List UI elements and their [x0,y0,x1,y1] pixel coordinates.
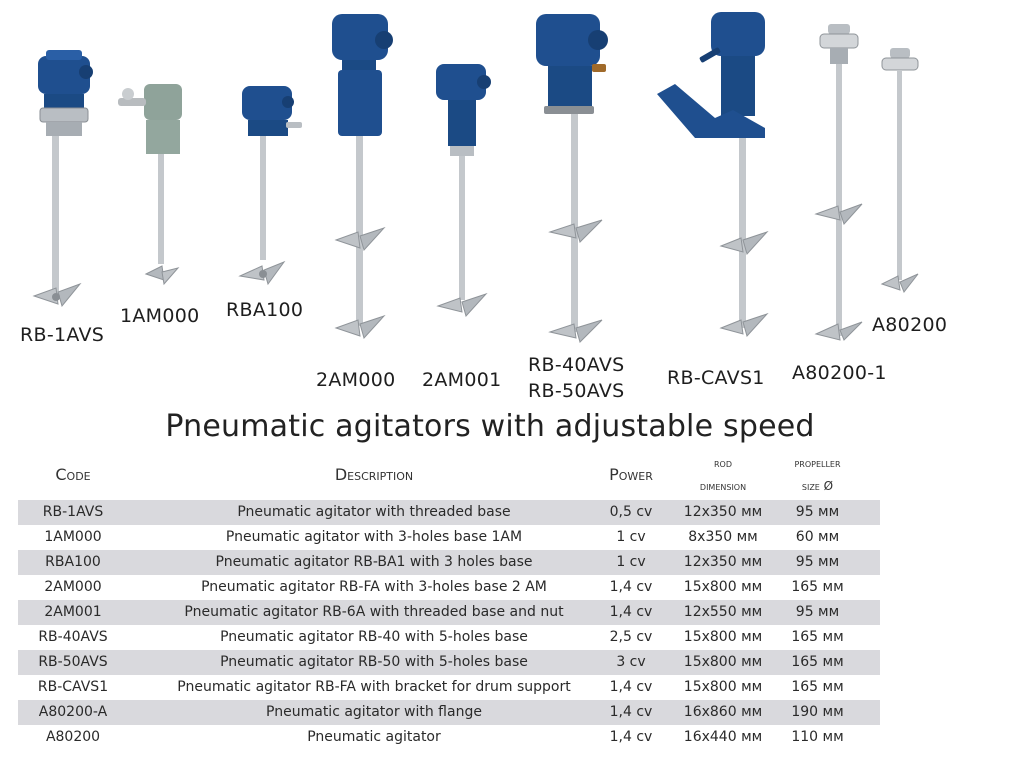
agitator-rba100-illustration [236,80,308,290]
cell-power: 2,5 cv [609,629,653,645]
cell-code: 2AM001 [44,604,102,620]
product-2am001 [430,60,500,320]
product-1am000 [118,80,188,290]
product-label-1am000: 1AM000 [120,305,200,327]
cell-description: Pneumatic agitator with 3-holes base 1AM [225,529,523,545]
cell-rod: 15x800 мм [683,579,763,595]
product-label-2am001: 2AM001 [422,369,502,391]
cell-power: 0,5 cv [609,504,653,520]
header-rod-line2: dimension [699,479,747,493]
cell-propeller: 190 мм [791,704,844,720]
cell-description: Pneumatic agitator [307,729,441,745]
cell-rod: 16x440 мм [683,729,763,745]
header-rod-line1: rod [713,456,732,470]
table-row [18,500,880,525]
cell-power: 1,4 cv [609,729,653,745]
cell-power: 1,4 cv [609,579,653,595]
cell-rod: 15x800 мм [683,654,763,670]
product-a80200-1 [812,22,868,342]
cell-propeller: 95 мм [795,504,840,520]
cell-code: A80200 [45,729,101,745]
product-rb-40avs-50avs [532,10,622,350]
table-row [18,550,880,575]
table-row [18,525,880,550]
product-label-2am000: 2AM000 [316,369,396,391]
header-code: Code [55,465,91,484]
cell-code: 1AM000 [44,529,102,545]
cell-propeller: 165 мм [791,654,844,670]
product-rba100 [236,80,308,290]
cell-power: 1,4 cv [609,604,653,620]
product-label-a80200: A80200 [872,314,948,336]
cell-rod: 12x550 мм [683,604,763,620]
cell-rod: 12x350 мм [683,504,763,520]
cell-description: Pneumatic agitator RB-6A with threaded base and nut [184,604,564,620]
agitator-1am000-illustration [118,80,188,290]
product-label-rb-50avs: RB-50AVS [528,380,625,402]
cell-code: 2AM000 [44,579,102,595]
header-description: Description [334,465,414,484]
table-row [18,650,880,675]
product-label-rb-1avs: RB-1AVS [20,324,105,346]
table-row [18,725,880,750]
cell-propeller: 95 мм [795,554,840,570]
cell-description: Pneumatic agitator with flange [266,704,482,720]
table-row [18,700,880,725]
agitator-2am001-illustration [430,60,500,320]
table-row [18,625,880,650]
page-title: Pneumatic agitators with adjustable speed [165,409,815,444]
cell-description: Pneumatic agitator RB-FA with 3-holes base 2 AM [201,579,547,595]
cell-power: 1,4 cv [609,704,653,720]
cell-rod: 12x350 мм [683,554,763,570]
header-power: Power [609,465,653,484]
agitator-rb-1avs-illustration [28,48,103,316]
header-prop-line2: size Ø [801,479,834,493]
cell-rod: 8x350 мм [688,529,758,545]
product-2am000 [322,10,402,345]
product-label-a80200-1: A80200-1 [792,362,887,384]
cell-description: Pneumatic agitator with threaded base [237,504,511,520]
agitator-2am000-illustration [322,10,402,345]
cell-power: 1,4 cv [609,679,653,695]
product-rb-1avs [28,48,103,316]
cell-rod: 15x800 мм [683,679,763,695]
cell-code: RB-40AVS [38,629,108,645]
spec-table [18,500,880,750]
cell-rod: 15x800 мм [683,629,763,645]
product-label-rb-cavs1: RB-CAVS1 [667,367,765,389]
product-rb-cavs1 [655,10,775,350]
cell-code: RBA100 [45,554,101,570]
cell-code: RB-CAVS1 [37,679,109,695]
cell-code: RB-1AVS [42,504,104,520]
cell-description: Pneumatic agitator RB-FA with bracket for drum support [177,679,571,695]
cell-propeller: 110 мм [791,729,844,745]
agitator-rb-40avs-illustration [532,10,622,350]
cell-code: A80200-A [38,704,108,720]
table-row [18,575,880,600]
agitator-a80200-illustration [878,46,922,296]
cell-propeller: 95 мм [795,604,840,620]
cell-description: Pneumatic agitator RB-40 with 5-holes base [220,629,528,645]
product-label-rb-40avs: RB-40AVS [528,354,625,376]
cell-power: 1 cv [616,529,646,545]
table-row [18,600,880,625]
agitator-rb-cavs1-illustration [655,10,775,350]
table-row [18,675,880,700]
cell-code: RB-50AVS [38,654,108,670]
cell-power: 1 cv [616,554,646,570]
product-a80200 [878,46,922,296]
cell-description: Pneumatic agitator RB-BA1 with 3 holes base [215,554,533,570]
cell-rod: 16x860 мм [683,704,763,720]
header-prop-line1: propeller [794,456,841,470]
cell-description: Pneumatic agitator RB-50 with 5-holes base [220,654,528,670]
table-header [18,452,880,498]
cell-propeller: 165 мм [791,679,844,695]
product-label-rba100: RBA100 [226,299,304,321]
cell-power: 3 cv [616,654,646,670]
cell-propeller: 60 мм [795,529,840,545]
cell-propeller: 165 мм [791,629,844,645]
agitator-a80200-1-illustration [812,22,868,342]
cell-propeller: 165 мм [791,579,844,595]
